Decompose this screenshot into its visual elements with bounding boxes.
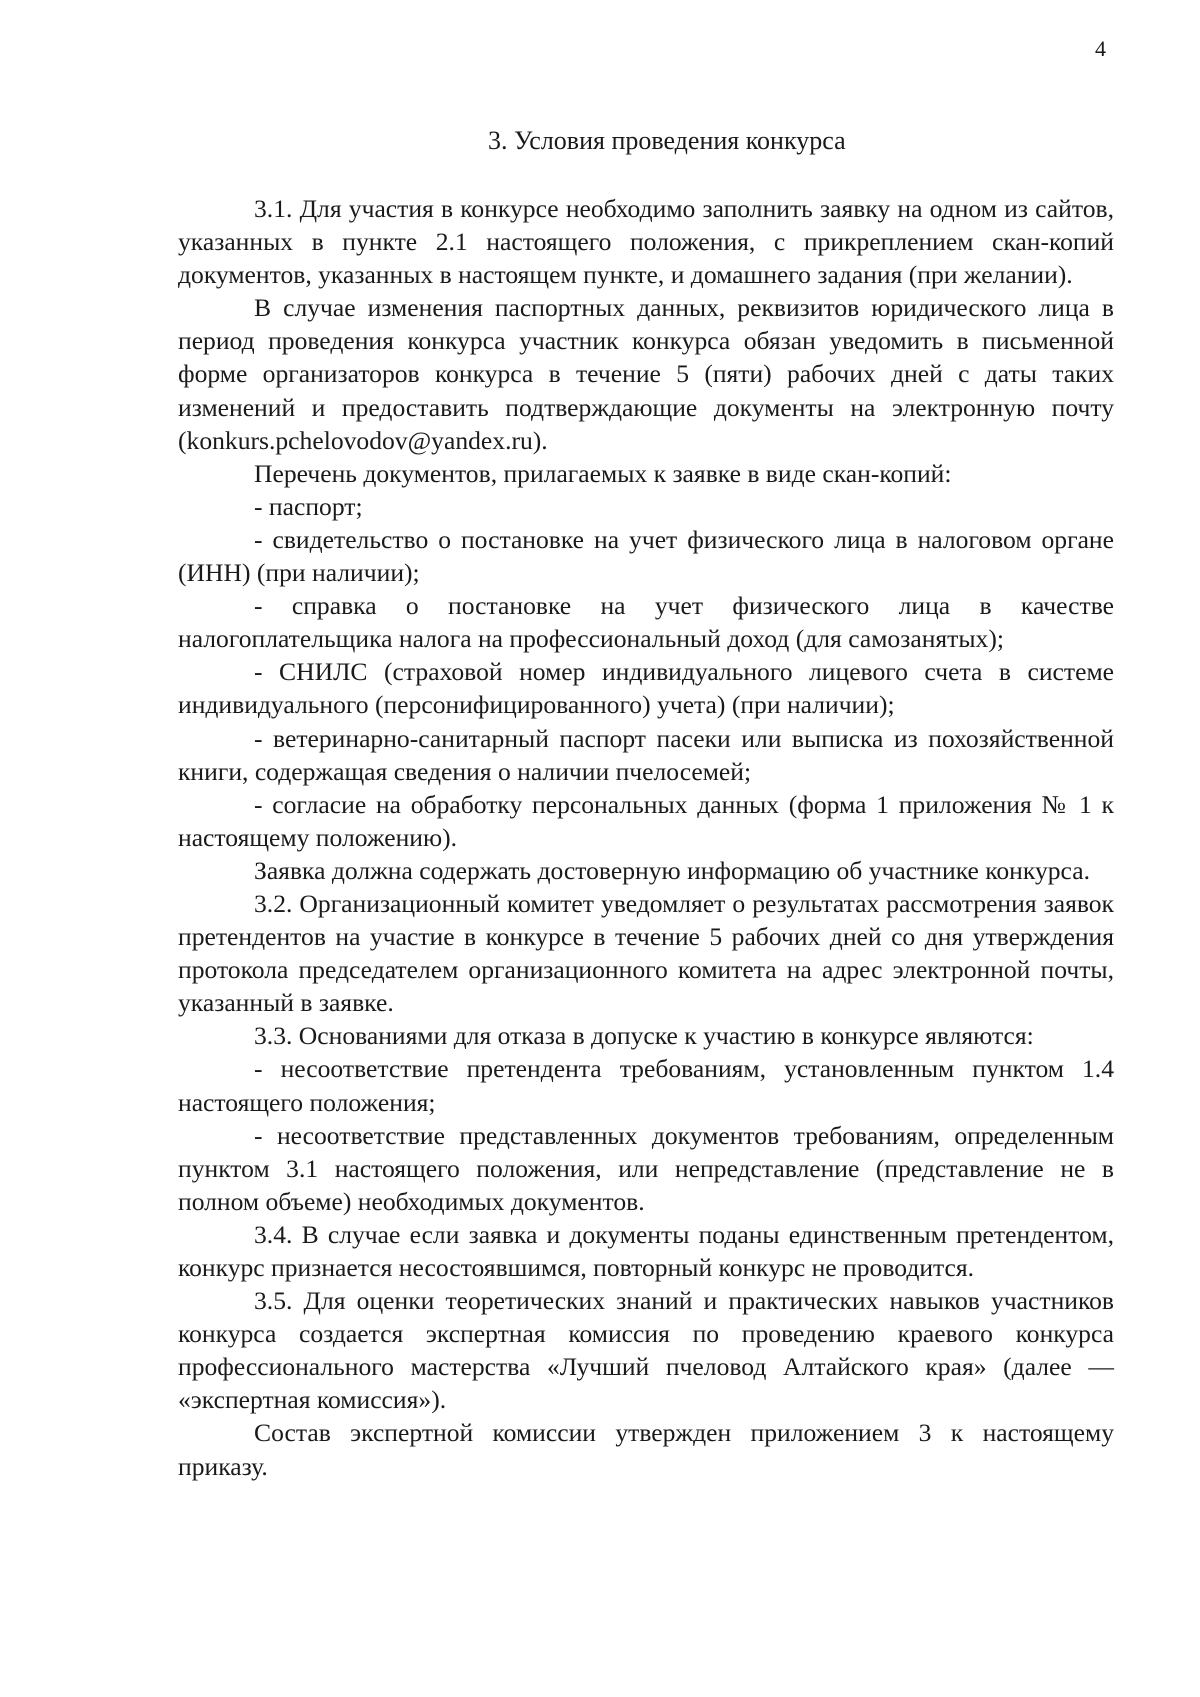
list-item-snils: - СНИЛС (страховой номер индивидуального лицевого счета в системе индивидуального (персонифицированного) учета) (при наличии);	[178, 657, 1114, 720]
paragraph-3-1: 3.1. Для участия в конкурсе необходимо заполнить заявку на одном из сайтов, указанных в пункте 2.1 настоящего положения, с прикреплением скан-копий документов, указанных в настоящем пункте, и домашнего задания (при желании).	[178, 194, 1114, 290]
list-item-inn: - свидетельство о постановке на учет физического лица в налоговом органе (ИНН) (при наличии);	[178, 524, 1114, 588]
list-item-apiary-passport: - ветеринарно-санитарный паспорт пасеки или выписка из похозяйственной книги, содержащая сведения о наличии пчелосемей;	[178, 723, 1114, 786]
paragraph-3-2: 3.2. Организационный комитет уведомляет о результатах рассмотрения заявок претендентов на участие в конкурсе в течение 5 рабочих дней со дня утверждения протокола председателем организационного комитета на адрес электронной почты, указанный в заявке.	[178, 888, 1114, 1018]
paragraph-3-3: 3.3. Основаниями для отказа в допуске к участию в конкурсе являются:	[254, 1021, 1034, 1051]
list-item-noncompliance-applicant: - несоответствие претендента требованиям, установленным пунктом 1.4 настоящего положения;	[178, 1054, 1114, 1117]
page-number: 4	[1095, 36, 1106, 61]
section-body	[178, 192, 1114, 1483]
list-item-self-employed: - справка о постановке на учет физического лица в качестве налогоплательщика налога на профессиональный доход (для самозанятых);	[178, 591, 1114, 654]
list-item-passport: - паспорт;	[254, 491, 363, 521]
paragraph-3-5: 3.5. Для оценки теоретических знаний и практических навыков участников конкурса создается экспертная комиссия по проведению краевого конкурса профессионального мастерства «Лучший пчеловод Алтайского края» (далее — «экспертная комиссия»).	[178, 1286, 1114, 1415]
list-item-noncompliance-documents: - несоответствие представленных документов требованиям, определенным пунктом 3.1 настоящего положения, или непредставление (представление не в полном объеме) необходимых документов.	[178, 1120, 1114, 1216]
paragraph-3-4: 3.4. В случае если заявка и документы поданы единственным претендентом, конкурс признается несостоявшимся, повторный конкурс не проводится.	[178, 1219, 1114, 1282]
paragraph-commission-composition: Состав экспертной комиссии утвержден приложением 3 к настоящему приказу.	[178, 1418, 1114, 1481]
section-title: 3. Условия проведения конкурса	[488, 126, 846, 155]
paragraph-documents-list-intro: Перечень документов, прилагаемых к заявке в виде скан-копий:	[254, 458, 952, 488]
paragraph-application-info: Заявка должна содержать достоверную информацию об участнике конкурса.	[254, 855, 1090, 885]
paragraph-passport-change: В случае изменения паспортных данных, реквизитов юридического лица в период проведения конкурса участник конкурса обязан уведомить в письменной форме организаторов конкурса в течение 5 (пяти) рабочих дней с даты таких изменений и предоставить подтверждающие документы на электронную почту (konkurs.pchelovodov@yandex.ru).	[178, 293, 1114, 455]
list-item-consent: - согласие на обработку персональных данных (форма 1 приложения № 1 к настоящему положению).	[178, 789, 1114, 852]
